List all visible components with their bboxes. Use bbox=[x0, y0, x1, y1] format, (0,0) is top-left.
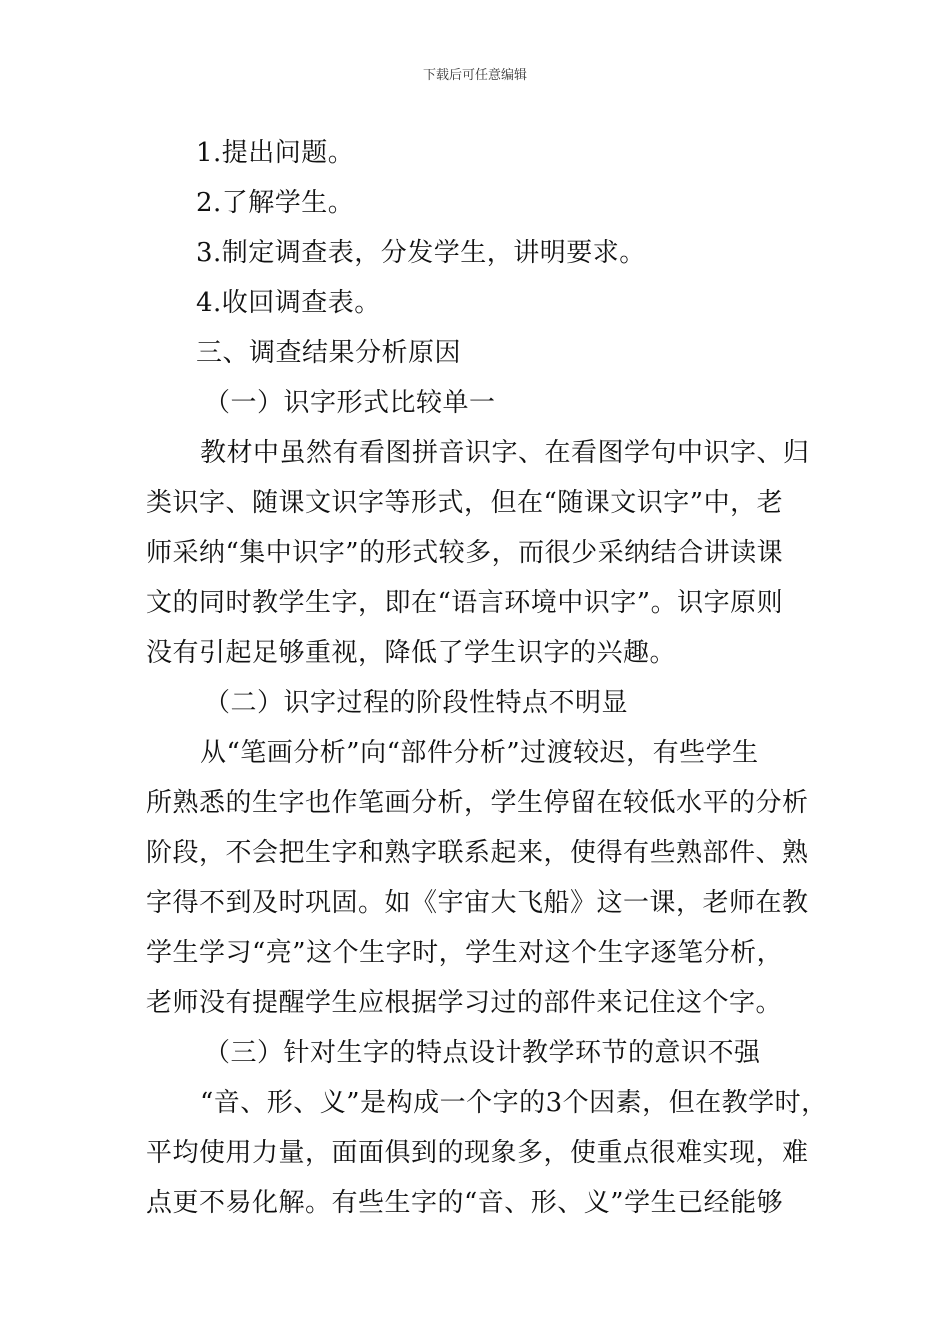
document-body bbox=[146, 128, 826, 1228]
page-header: 下载后可任意编辑 bbox=[422, 68, 527, 83]
paragraph-line: 从“笔画分析”向“部件分析”过渡较迟，有些学生 bbox=[200, 738, 759, 768]
paragraph-line: “音、形、义”是构成一个字的3个因素，但在教学时， bbox=[200, 1088, 828, 1118]
paragraph-line: 学生学习“亮”这个生字时，学生对这个生字逐笔分析， bbox=[146, 938, 784, 968]
paragraph-line: 点更不易化解。有些生字的“音、形、义”学生已经能够 bbox=[146, 1188, 784, 1218]
list-item: 2.了解学生。 bbox=[196, 188, 355, 218]
paragraph-line: 文的同时教学生字，即在“语言环境中识字”。识字原则 bbox=[146, 588, 784, 618]
subsection-heading: （三）针对生字的特点设计教学环节的意识不强 bbox=[204, 1038, 761, 1068]
paragraph bbox=[146, 1078, 826, 1228]
paragraph-line: 所熟悉的生字也作笔画分析，学生停留在较低水平的分析 bbox=[146, 788, 809, 818]
paragraph bbox=[146, 428, 826, 678]
paragraph-line: 教材中虽然有看图拼音识字、在看图学句中识字、归 bbox=[200, 438, 810, 468]
paragraph-line: 字得不到及时巩固。如《宇宙大飞船》这一课，老师在教 bbox=[146, 888, 809, 918]
paragraph bbox=[146, 728, 826, 1028]
subsection-heading: （二）识字过程的阶段性特点不明显 bbox=[204, 688, 629, 718]
list-item: 3.制定调查表，分发学生，讲明要求。 bbox=[196, 238, 646, 268]
paragraph-line: 类识字、随课文识字等形式，但在“随课文识字”中，老 bbox=[146, 488, 784, 518]
paragraph-line: 没有引起足够重视，降低了学生识字的兴趣。 bbox=[146, 638, 677, 668]
paragraph-line: 阶段，不会把生字和熟字联系起来，使得有些熟部件、熟 bbox=[146, 838, 809, 868]
subsection-heading: （一）识字形式比较单一 bbox=[204, 388, 496, 418]
paragraph-line: 平均使用力量，面面俱到的现象多，使重点很难实现，难 bbox=[146, 1138, 809, 1168]
paragraph-line: 师采纳“集中识字”的形式较多，而很少采纳结合讲读课 bbox=[146, 538, 784, 568]
paragraph-line: 老师没有提醒学生应根据学习过的部件来记住这个字。 bbox=[146, 988, 783, 1018]
section-heading: 三、调查结果分析原因 bbox=[196, 338, 462, 368]
list-item: 4.收回调查表。 bbox=[196, 288, 381, 318]
list-item: 1.提出问题。 bbox=[196, 138, 355, 168]
